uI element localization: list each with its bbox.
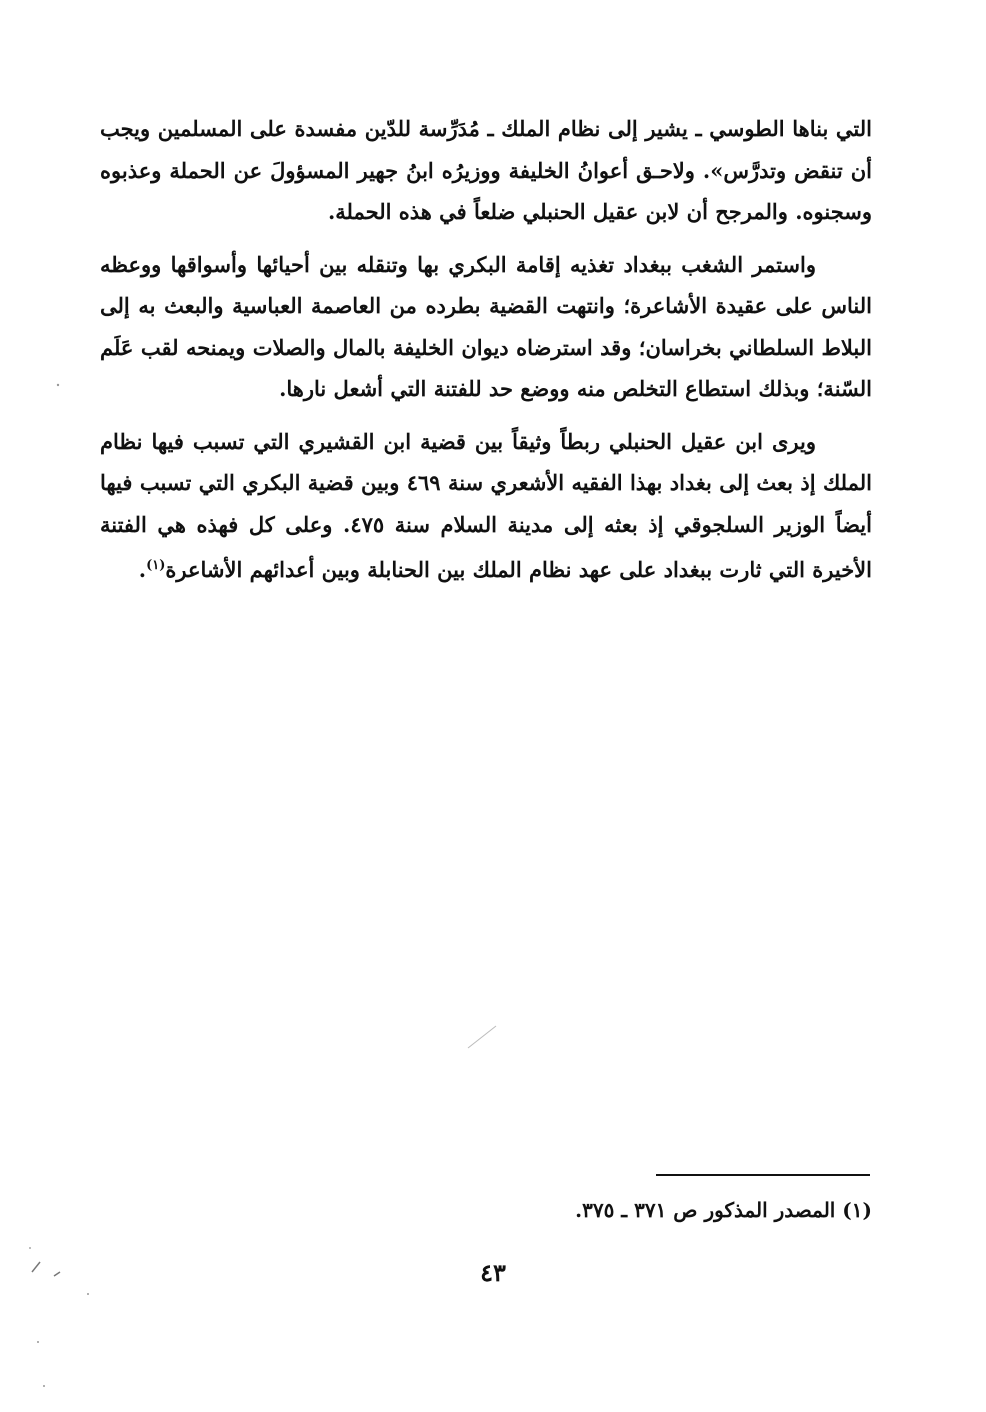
footnote: (١) المصدر المذكور ص ٣٧١ ـ ٣٧٥. — [575, 1198, 872, 1222]
footnote-marker: (١) — [146, 558, 166, 573]
paragraph-2: واستمر الشغب ببغداد تغذيه إقامة البكري بها وتنقله بين أحيائها وأسواقها ووعظه الناس على عقيدة الأشاعرة؛ وانتهت القضية بطرده من العاصمة العباسية والبعث به إلى البلاط السلطاني بخراسان؛ وقد استرضاه ديوان الخليفة بالمال والصلات ويمنحه لقب عَلَم السّنة؛ وبذلك استطاع التخلص منه ووضع حد للفتنة التي أشعل نارها. — [100, 251, 872, 401]
paragraph-3-end: . — [138, 557, 147, 582]
paragraph-3-text: ويرى ابن عقيل الحنبلي ربطاً وثيقاً بين قضية ابن القشيري التي تسبب فيها نظام الملك إذ بعث إلى بغداد بهذا الفقيه الأشعري سنة ٤٦٩ وبين قضية البكري التي تسبب فيها أيضاً الوزير السلجوقي إذ بعثه إلى مدينة السلام سنة ٤٧٥. وعلى كل فهذه هي الفتنة الأخيرة التي ثارت ببغداد على عهد نظام الملك بين الحنابلة وبين أعدائهم الأشاعرة — [100, 428, 872, 582]
paragraph-1: التي بناها الطوسي ـ يشير إلى نظام الملك ـ مُدَرِّسة للدّين مفسدة على المسلمين ويجب أن تنقض وتدرَّس». ولاحـق أعوانُ الخليفة ووزيرُه ابنُ جهير المسؤولَ عن الحملة وعذبوه وسجنوه. والمرجح أن لابن عقيل الحنبلي ضلعاً في هذه الحملة. — [100, 116, 872, 224]
page-number: ٤٣ — [480, 1258, 506, 1287]
